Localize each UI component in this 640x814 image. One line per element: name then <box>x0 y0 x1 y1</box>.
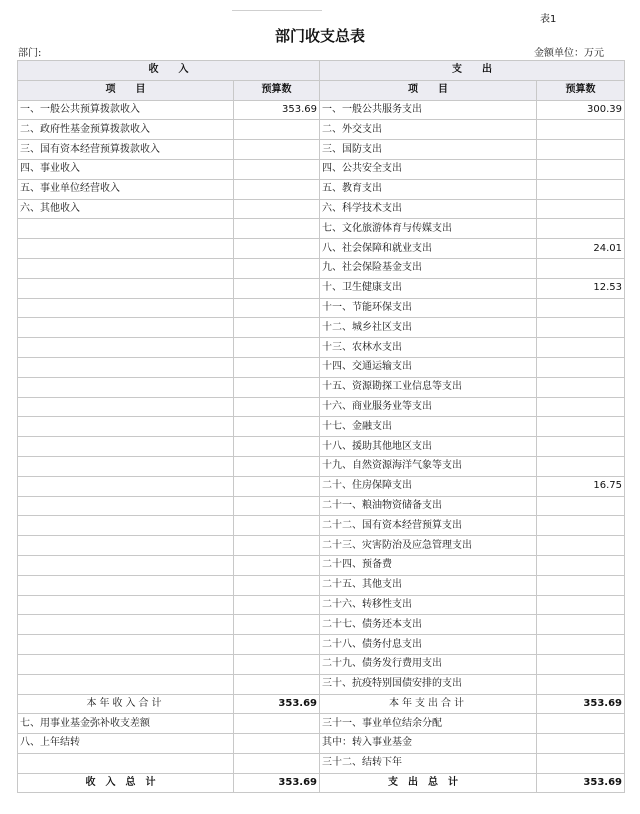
income-item-cell: 二、政府性基金预算拨款收入 <box>18 120 234 140</box>
table-row <box>18 100 625 120</box>
income-value-cell <box>234 219 320 239</box>
expense-item-cell: 三、国防支出 <box>320 140 537 160</box>
income-value-cell <box>234 258 320 278</box>
expense-item-cell: 二十六、转移性支出 <box>320 595 537 615</box>
expense-item-cell: 十五、资源勘探工业信息等支出 <box>320 377 537 397</box>
table-row <box>18 575 625 595</box>
top-divider <box>232 10 322 11</box>
expense-value-cell <box>537 120 625 140</box>
table-row <box>18 674 625 694</box>
income-value-cell <box>234 140 320 160</box>
expense-value-cell: 300.39 <box>537 100 625 120</box>
table-row <box>18 357 625 377</box>
income-item-cell <box>18 555 234 575</box>
table-row <box>18 199 625 219</box>
expense-value-cell <box>537 357 625 377</box>
expense-value-cell <box>537 753 625 773</box>
expense-value-cell <box>537 516 625 536</box>
expense-total-value: 353.69 <box>537 773 625 793</box>
income-value-cell <box>234 714 320 734</box>
income-value-cell: 353.69 <box>234 100 320 120</box>
table-row <box>18 318 625 338</box>
expense-item-cell: 六、科学技术支出 <box>320 199 537 219</box>
income-item-cell <box>18 298 234 318</box>
table-row <box>18 496 625 516</box>
table-row <box>18 397 625 417</box>
expense-item-cell: 五、教育支出 <box>320 179 537 199</box>
section-header-row <box>18 61 625 81</box>
income-item-cell: 四、事业收入 <box>18 159 234 179</box>
income-value-cell <box>234 278 320 298</box>
expense-item-cell: 二十四、预备费 <box>320 555 537 575</box>
expense-value-cell <box>537 338 625 358</box>
expense-item-cell: 二十五、其他支出 <box>320 575 537 595</box>
expense-value-cell <box>537 555 625 575</box>
income-item-cell <box>18 377 234 397</box>
income-value-cell <box>234 120 320 140</box>
income-total-value: 353.69 <box>234 773 320 793</box>
expense-value-cell <box>537 734 625 754</box>
expense-subtotal-label: 本年支出合计 <box>320 694 537 714</box>
income-value-cell <box>234 516 320 536</box>
table-row <box>18 437 625 457</box>
income-item-cell: 一、一般公共预算拨款收入 <box>18 100 234 120</box>
income-item-cell <box>18 219 234 239</box>
budget-summary-table <box>17 60 625 793</box>
expense-item-cell: 十一、节能环保支出 <box>320 298 537 318</box>
table-row <box>18 654 625 674</box>
expense-value-cell <box>537 377 625 397</box>
expense-subtotal-value: 353.69 <box>537 694 625 714</box>
table-row <box>18 714 625 734</box>
expense-total-label: 支出总计 <box>320 773 537 793</box>
expense-item-cell: 其中：转入事业基金 <box>320 734 537 754</box>
income-value-cell <box>234 159 320 179</box>
income-item-cell <box>18 674 234 694</box>
expense-item-cell: 十六、商业服务业等支出 <box>320 397 537 417</box>
expense-value-cell <box>537 674 625 694</box>
income-value-cell <box>234 377 320 397</box>
income-value-cell <box>234 753 320 773</box>
income-item-cell <box>18 635 234 655</box>
income-item-cell <box>18 595 234 615</box>
expense-value-cell <box>537 298 625 318</box>
expense-value-cell <box>537 635 625 655</box>
expense-item-cell: 二十一、粮油物资储备支出 <box>320 496 537 516</box>
expense-value-cell <box>537 595 625 615</box>
expense-item-cell: 三十、抗疫特别国债安排的支出 <box>320 674 537 694</box>
expense-value-cell <box>537 258 625 278</box>
expense-value-cell <box>537 456 625 476</box>
table-row <box>18 516 625 536</box>
income-item-cell <box>18 417 234 437</box>
expense-item-cell: 十、卫生健康支出 <box>320 278 537 298</box>
table-row <box>18 120 625 140</box>
table-row <box>18 179 625 199</box>
expense-item-cell: 十二、城乡社区支出 <box>320 318 537 338</box>
income-total-label: 收入总计 <box>18 773 234 793</box>
expense-value-cell <box>537 219 625 239</box>
income-value-cell <box>234 437 320 457</box>
income-item-cell <box>18 258 234 278</box>
income-item-cell <box>18 575 234 595</box>
income-item-cell: 三、国有资本经营预算拨款收入 <box>18 140 234 160</box>
income-value-cell <box>234 496 320 516</box>
income-value-cell <box>234 417 320 437</box>
table-row <box>18 536 625 556</box>
income-value-cell <box>234 555 320 575</box>
table-row <box>18 278 625 298</box>
column-header-row <box>18 80 625 100</box>
table-row <box>18 239 625 259</box>
table-row <box>18 615 625 635</box>
income-value-cell <box>234 635 320 655</box>
income-value-cell <box>234 575 320 595</box>
expense-item-cell: 二、外交支出 <box>320 120 537 140</box>
expense-value-cell <box>537 159 625 179</box>
income-item-cell <box>18 357 234 377</box>
expense-budget-header: 预算数 <box>537 80 625 100</box>
income-value-cell <box>234 318 320 338</box>
income-value-cell <box>234 298 320 318</box>
expense-value-cell <box>537 179 625 199</box>
income-item-cell <box>18 397 234 417</box>
expense-item-cell: 二十二、国有资本经营预算支出 <box>320 516 537 536</box>
expense-value-cell <box>537 714 625 734</box>
income-value-cell <box>234 338 320 358</box>
table-row <box>18 476 625 496</box>
income-subtotal-value: 353.69 <box>234 694 320 714</box>
income-item-cell <box>18 338 234 358</box>
income-item-cell <box>18 654 234 674</box>
expense-item-header: 项 目 <box>320 80 537 100</box>
income-value-cell <box>234 734 320 754</box>
income-value-cell <box>234 595 320 615</box>
income-item-cell: 五、事业单位经营收入 <box>18 179 234 199</box>
table-row <box>18 555 625 575</box>
department-label: 部门: <box>18 48 42 59</box>
income-value-cell <box>234 397 320 417</box>
expense-item-cell: 二十、住房保障支出 <box>320 476 537 496</box>
income-item-cell <box>18 278 234 298</box>
income-item-cell <box>18 496 234 516</box>
expense-value-cell <box>537 318 625 338</box>
income-value-cell <box>234 239 320 259</box>
expense-value-cell <box>537 536 625 556</box>
expense-item-cell: 四、公共安全支出 <box>320 159 537 179</box>
expense-item-cell: 二十九、债务发行费用支出 <box>320 654 537 674</box>
income-value-cell <box>234 615 320 635</box>
expense-item-cell: 十三、农林水支出 <box>320 338 537 358</box>
income-subtotal-label: 本年收入合计 <box>18 694 234 714</box>
table-row <box>18 456 625 476</box>
income-item-cell <box>18 753 234 773</box>
table-row <box>18 595 625 615</box>
table-row <box>18 734 625 754</box>
income-value-cell <box>234 199 320 219</box>
income-item-cell <box>18 239 234 259</box>
expense-item-cell: 十八、援助其他地区支出 <box>320 437 537 457</box>
table-row <box>18 159 625 179</box>
income-item-cell <box>18 516 234 536</box>
expense-value-cell <box>537 417 625 437</box>
subtotal-row <box>18 694 625 714</box>
income-item-cell: 八、上年结转 <box>18 734 234 754</box>
table-row <box>18 377 625 397</box>
income-value-cell <box>234 536 320 556</box>
table-row <box>18 298 625 318</box>
income-item-cell <box>18 318 234 338</box>
expense-value-cell <box>537 575 625 595</box>
income-value-cell <box>234 654 320 674</box>
income-value-cell <box>234 476 320 496</box>
expense-item-cell: 十九、自然资源海洋气象等支出 <box>320 456 537 476</box>
income-value-cell <box>234 357 320 377</box>
table-row <box>18 219 625 239</box>
table-row <box>18 635 625 655</box>
income-item-cell <box>18 437 234 457</box>
income-item-cell <box>18 476 234 496</box>
total-row <box>18 773 625 793</box>
expense-value-cell <box>537 199 625 219</box>
table-number: 表1 <box>540 14 557 25</box>
table-row <box>18 338 625 358</box>
expense-value-cell: 16.75 <box>537 476 625 496</box>
expense-item-cell: 十七、金融支出 <box>320 417 537 437</box>
income-item-cell <box>18 536 234 556</box>
expense-value-cell <box>537 615 625 635</box>
table-row <box>18 417 625 437</box>
income-item-cell <box>18 456 234 476</box>
expense-item-cell: 三十二、结转下年 <box>320 753 537 773</box>
expense-item-cell: 二十三、灾害防治及应急管理支出 <box>320 536 537 556</box>
income-item-header: 项 目 <box>18 80 234 100</box>
income-budget-header: 预算数 <box>234 80 320 100</box>
expense-item-cell: 七、文化旅游体育与传媒支出 <box>320 219 537 239</box>
income-item-cell: 七、用事业基金弥补收支差额 <box>18 714 234 734</box>
table-row <box>18 140 625 160</box>
expense-value-cell: 12.53 <box>537 278 625 298</box>
expense-item-cell: 一、一般公共服务支出 <box>320 100 537 120</box>
unit-label: 金额单位：万元 <box>534 48 604 59</box>
page-title: 部门收支总表 <box>274 27 365 45</box>
income-section-header: 收 入 <box>18 61 320 81</box>
expense-item-cell: 二十八、债务付息支出 <box>320 635 537 655</box>
table-row <box>18 753 625 773</box>
expense-item-cell: 二十七、债务还本支出 <box>320 615 537 635</box>
expense-value-cell <box>537 140 625 160</box>
expense-value-cell <box>537 654 625 674</box>
income-item-cell: 六、其他收入 <box>18 199 234 219</box>
expense-item-cell: 十四、交通运输支出 <box>320 357 537 377</box>
expense-value-cell <box>537 496 625 516</box>
expense-section-header: 支 出 <box>320 61 625 81</box>
income-value-cell <box>234 674 320 694</box>
expense-item-cell: 八、社会保障和就业支出 <box>320 239 537 259</box>
expense-item-cell: 九、社会保险基金支出 <box>320 258 537 278</box>
expense-value-cell <box>537 397 625 417</box>
table-row <box>18 258 625 278</box>
expense-value-cell <box>537 437 625 457</box>
expense-item-cell: 三十一、事业单位结余分配 <box>320 714 537 734</box>
income-item-cell <box>18 615 234 635</box>
expense-value-cell: 24.01 <box>537 239 625 259</box>
income-value-cell <box>234 179 320 199</box>
income-value-cell <box>234 456 320 476</box>
